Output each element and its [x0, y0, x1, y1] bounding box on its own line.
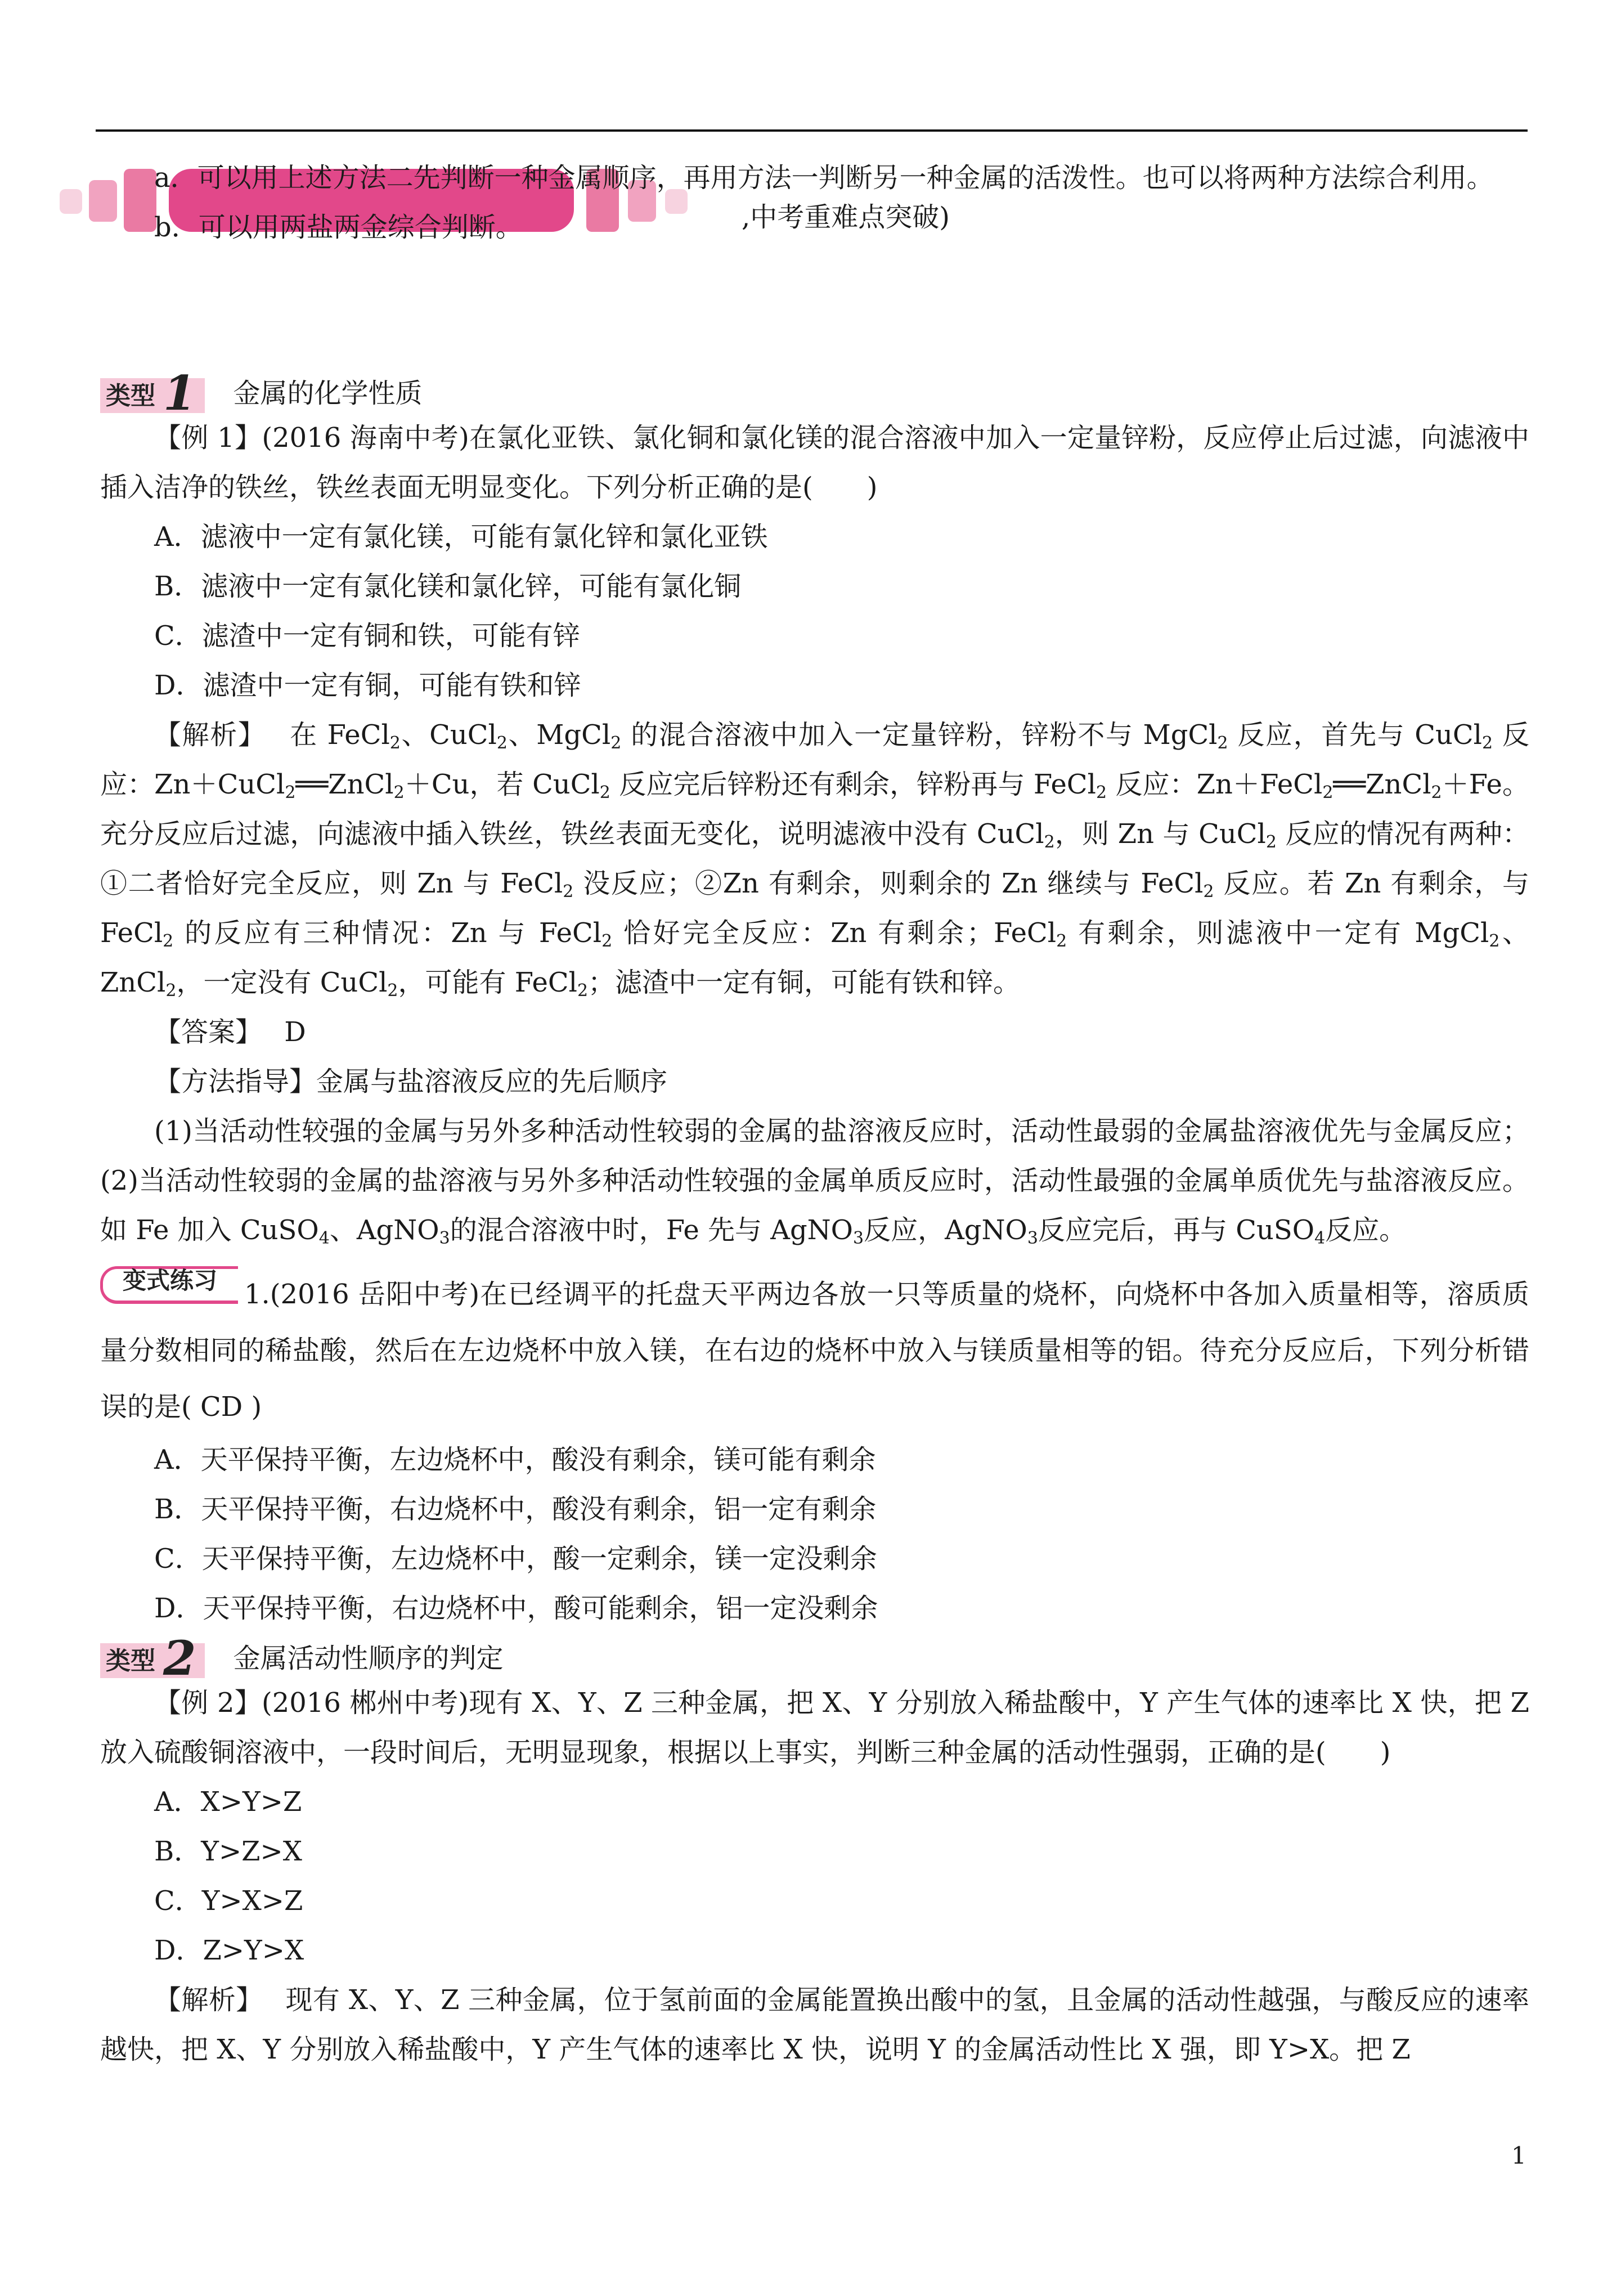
practice-tag: 变式练习	[100, 1266, 241, 1300]
example2-option-b: B．Y>Z>X	[154, 1836, 302, 1867]
section-banner	[100, 252, 1529, 359]
method-guide-text: (1)当活动性较强的金属与另外多种活动性较弱的金属的盐溶液反应时，活动性最弱的金属盐溶液优先与金属反应；(2)当活动性较弱的金属的盐溶液与另外多种活动性较强的金属单质反应时，活动性最强的金属单质优先与盐溶液反应。如 Fe 加入 CuSO$_4$、AgNO$_3$的混合溶液中时，Fe 先与 AgNO$_3$反应，AgNO$_3$反应完后，再与 CuSO$_4$反应。	[100, 1115, 1529, 1248]
example2: 【例 2】(2016 郴州中考)现有 X、Y、Z 三种金属，把 X、Y 分别放入稀盐酸中，Y 产生气体的速率比 X 快，把 Z 放入硫酸铜溶液中，一段时间后，无明显现象，根据以上事实，判断三种金属的活动性强弱，正确的是( )	[100, 1687, 1529, 1768]
document-body	[100, 153, 1529, 2074]
example2-option-a: A．X>Y>Z	[154, 1786, 302, 1818]
practice-option-a: A．天平保持平衡，左边烧杯中，酸没有剩余，镁可能有剩余	[154, 1444, 876, 1476]
type2-title: 金属活动性顺序的判定	[233, 1643, 504, 1674]
example1-option-c: C．滤渣中一定有铜和铁，可能有锌	[154, 620, 580, 652]
practice-option-d: D．天平保持平衡，右边烧杯中，酸可能剩余，铝一定没剩余	[154, 1593, 878, 1624]
example1-option-a: A．滤液中一定有氯化镁，可能有氯化锌和氯化亚铁	[154, 521, 768, 553]
page-number: 1	[1511, 2142, 1526, 2169]
example1: 【例 1】(2016 海南中考)在氯化亚铁、氯化铜和氯化镁的混合溶液中加入一定量锌粉，反应停止后过滤，向滤液中插入洁净的铁丝，铁丝表面无明显变化。下列分析正确的是( )	[100, 422, 1529, 503]
example2-option-d: D．Z>Y>X	[154, 1935, 304, 1966]
type2-header	[100, 1630, 1529, 1686]
example1-option-d: D．滤渣中一定有铜，可能有铁和锌	[154, 670, 581, 701]
banner-square-left-small	[60, 189, 82, 214]
type1-title: 金属的化学性质	[233, 378, 423, 409]
banner-text: ,中考重难点突破)	[742, 201, 950, 233]
type2-tag: 类型 2	[100, 1643, 205, 1678]
method-guide: 【方法指导】金属与盐溶液反应的先后顺序	[154, 1066, 668, 1097]
type1-tag: 类型 1	[100, 378, 205, 413]
example2-option-c: C．Y>X>Z	[154, 1885, 303, 1917]
intro-b: b．可以用两盐两金综合判断。	[154, 212, 523, 243]
example1-analysis: 【解析】 在 FeCl$_2$、CuCl$_2$、MgCl$_2$ 的混合溶液中加入一定量锌粉，锌粉不与 MgCl$_2$ 反应，首先与 CuCl$_2$ 反应：Zn＋CuCl$_2$══ZnCl$_2$＋Cu，若 CuCl$_2$ 反应完后锌粉还有剩余，锌粉再与 FeCl$_2$ 反应：Zn＋FeCl$_2$══ZnCl$_2$＋Fe。充分反应后过滤，向滤液中插入铁丝，铁丝表面无变化，说明滤液中没有 CuCl$_2$，则 Zn 与 CuCl$_2$ 反应的情况有两种：①二者恰好完全反应，则 Zn 与 FeCl$_2$ 没反应；②Zn 有剩余，则剩余的 Zn 继续与 FeCl$_2$ 反应。若 Zn 有剩余，与 FeCl$_2$ 的反应有三种情况：Zn 与 FeCl$_2$ 恰好完全反应：Zn 有剩余；FeCl$_2$ 有剩余，则滤液中一定有 MgCl$_2$、ZnCl$_2$，一定没有 CuCl$_2$，可能有 FeCl$_2$；滤渣中一定有铜，可能有铁和锌。	[100, 719, 1529, 1001]
practice-option-b: B．天平保持平衡，右边烧杯中，酸没有剩余，铝一定有剩余	[154, 1494, 877, 1525]
example1-option-b: B．滤液中一定有氯化镁和氯化锌，可能有氯化铜	[154, 571, 742, 602]
type1-header	[100, 359, 1529, 421]
header-rule	[96, 129, 1528, 132]
example2-analysis: 【解析】 现有 X、Y、Z 三种金属，位于氢前面的金属能置换出酸中的氢，且金属的活动性越强，与酸反应的速率越快，把 X、Y 分别放入稀盐酸中，Y 产生气体的速率比 X 快，说明 Y 的金属活动性比 X 强，即 Y>X。把 Z	[100, 1984, 1529, 2065]
intro-a: a．可以用上述方法二先判断一种金属顺序，再用方法一判断另一种金属的活泼性。也可以将两种方法综合利用。	[154, 162, 1494, 194]
practice-option-c: C．天平保持平衡，左边烧杯中，酸一定剩余，镁一定没剩余	[154, 1543, 877, 1575]
example1-answer: 【答案】 D	[154, 1016, 306, 1048]
practice-question: 变式练习 1.(2016 岳阳中考)在已经调平的托盘天平两边各放一只等质量的烧杯，向烧杯中各加入质量相等，溶质质量分数相同的稀盐酸，然后在左边烧杯中放入镁，在右边的烧杯中放入与镁质量相等的铝。待充分反应后，下列分析错误的是( CD )	[100, 1267, 1529, 1423]
